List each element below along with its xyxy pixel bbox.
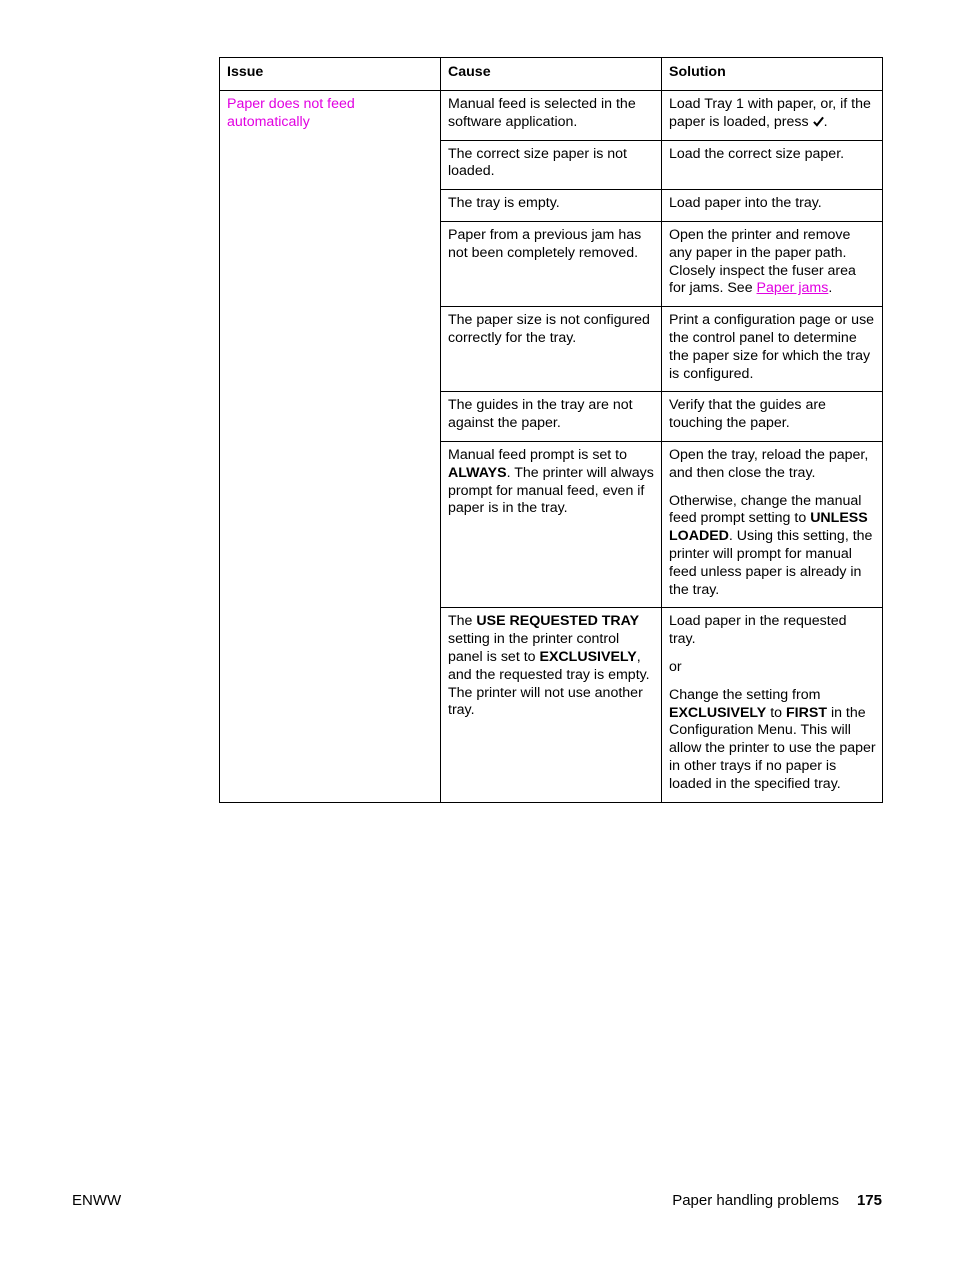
cause-cell: The correct size paper is not loaded.: [441, 140, 662, 190]
solution-text: Change the setting from: [669, 686, 821, 703]
cause-cell: Manual feed is selected in the software application.: [441, 91, 662, 141]
solution-text: Load Tray 1 with paper, or, if the paper is loaded, press: [669, 96, 871, 130]
paper-jams-link[interactable]: Paper jams: [756, 280, 829, 297]
footer-right: [672, 1192, 882, 1209]
troubleshooting-table: [219, 57, 883, 803]
solution-paragraph: or: [669, 658, 682, 675]
header-issue: Issue: [220, 58, 441, 91]
solution-text: to: [770, 704, 783, 721]
cause-cell: [441, 608, 662, 802]
setting-name: USE REQUESTED TRAY: [476, 613, 640, 630]
cause-cell: The paper size is not configured correctly for the tray.: [441, 307, 662, 392]
cause-cell: [441, 441, 662, 607]
solution-end: .: [823, 113, 828, 130]
solution-cell: [662, 608, 883, 802]
page-number: 175: [856, 1192, 882, 1209]
footer-section: Paper handling problems: [672, 1192, 839, 1209]
table-header-row: [220, 58, 883, 91]
solution-text: . Using this setting, the printer will prompt for manual feed unless paper is already in the tray.: [669, 528, 873, 598]
setting-value: FIRST: [786, 704, 827, 721]
solution-cell: Verify that the guides are touching the paper.: [662, 392, 883, 442]
solution-text: Otherwise, change the manual feed prompt setting to: [669, 492, 862, 527]
cause-text: . The printer will always prompt for manual feed, even if paper is in the tray.: [448, 464, 654, 517]
issue-link[interactable]: Paper does not feed automatically: [227, 96, 355, 130]
header-solution: Solution: [662, 58, 883, 91]
cause-cell: The guides in the tray are not against the paper.: [441, 392, 662, 442]
solution-cell: Print a configuration page or use the control panel to determine the paper size for which the tray is configured.: [662, 307, 883, 392]
cause-text: , and the requested tray is empty. The printer will not use another tray.: [448, 648, 650, 719]
setting-value: EXCLUSIVELY: [539, 648, 637, 665]
solution-end: .: [828, 280, 833, 297]
checkmark-icon: [813, 116, 824, 127]
solution-cell: [662, 91, 883, 141]
solution-cell: [662, 441, 883, 607]
cause-text: The: [448, 613, 473, 630]
solution-cell: [662, 221, 883, 306]
setting-value: ALWAYS: [448, 464, 507, 481]
cause-text: setting in the printer control panel is set to: [448, 631, 620, 665]
issue-cell: [220, 91, 441, 803]
solution-cell: Load paper into the tray.: [662, 190, 883, 222]
cause-cell: The tray is empty.: [441, 190, 662, 222]
footer-left: ENWW: [72, 1192, 122, 1209]
solution-text: in the Configuration Menu. This will allow the printer to use the paper in other trays if no paper is loaded in the specified tray.: [669, 704, 876, 792]
solution-paragraph: [669, 687, 876, 794]
cause-cell: Paper from a previous jam has not been completely removed.: [441, 221, 662, 306]
cause-text: Manual feed prompt is set to: [448, 446, 628, 463]
setting-value: UNLESS LOADED: [669, 510, 868, 545]
solution-text: Open the printer and remove any paper in the paper path. Closely inspect the fuser area for jams. See: [669, 226, 856, 297]
solution-cell: Load the correct size paper.: [662, 140, 883, 190]
setting-value: EXCLUSIVELY: [669, 704, 767, 721]
solution-paragraph: [669, 493, 876, 600]
table-row: [220, 91, 883, 141]
solution-paragraph: Load paper in the requested tray.: [669, 613, 847, 648]
solution-paragraph: Open the tray, reload the paper, and then close the tray.: [669, 446, 869, 481]
header-cause: Cause: [441, 58, 662, 91]
